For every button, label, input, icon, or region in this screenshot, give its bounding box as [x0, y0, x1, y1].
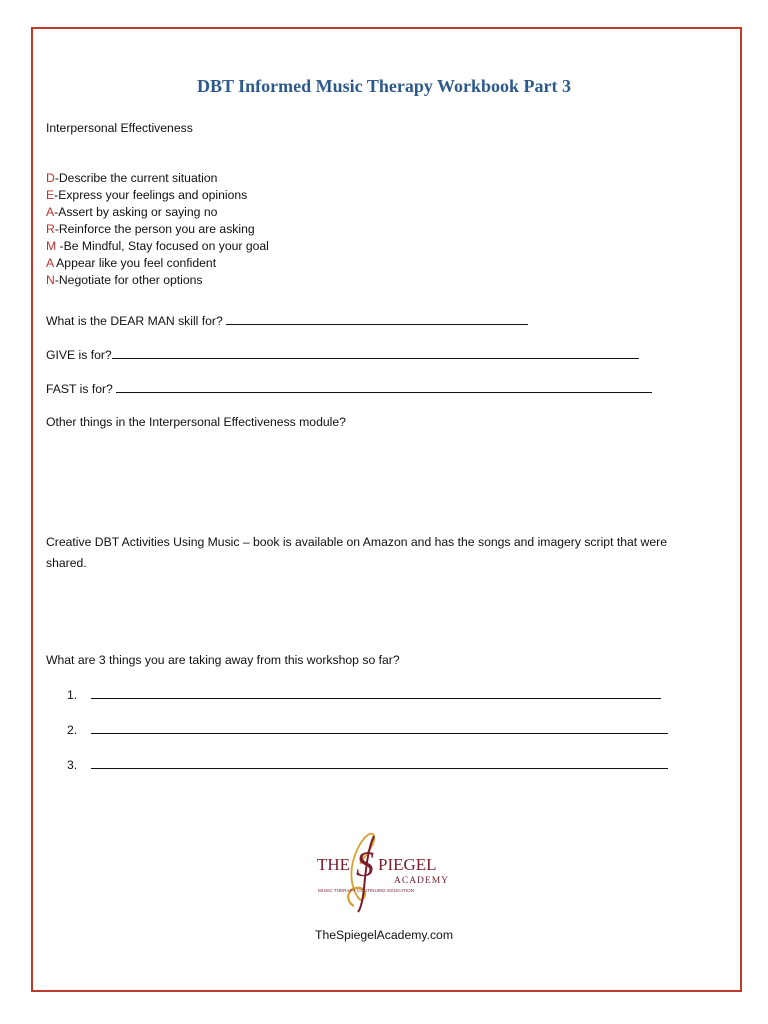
list-item: [46, 221, 269, 238]
book-note-line: shared.: [46, 556, 87, 570]
dear-man-letter: M: [46, 239, 57, 253]
dear-man-letter: D: [46, 171, 55, 185]
question-other: Other things in the Interpersonal Effectiveness module?: [46, 415, 346, 429]
question-label: FAST is for?: [46, 382, 117, 396]
spiegel-academy-logo: [316, 828, 452, 914]
list-item: [46, 272, 269, 289]
answer-line[interactable]: [91, 755, 668, 769]
question-give: [46, 345, 639, 364]
dear-man-letter: A: [46, 256, 54, 270]
list-item: [46, 187, 269, 204]
dear-man-letter: R: [46, 222, 55, 236]
dear-man-text: Appear like you feel confident: [53, 256, 217, 270]
logo-s: S: [356, 844, 374, 884]
list-item: [46, 238, 269, 255]
website-link[interactable]: TheSpiegelAcademy.com: [315, 928, 453, 942]
dear-man-list: [46, 170, 269, 289]
dear-man-letter: N: [46, 273, 55, 287]
book-note-line: Creative DBT Activities Using Music – book is available on Amazon and has the songs and imagery script that were: [46, 535, 667, 549]
logo-the: THE: [317, 855, 351, 874]
question-label: GIVE is for?: [46, 348, 112, 362]
list-item: [46, 204, 269, 221]
dear-man-letter: E: [46, 188, 55, 202]
logo-tagline: MUSIC THERAPY CONTINUING EDUCATION: [318, 888, 414, 893]
takeaway-question: What are 3 things you are taking away from this workshop so far?: [46, 653, 400, 667]
answer-line[interactable]: [226, 311, 528, 325]
takeaway-number: 1.: [67, 688, 78, 702]
takeaway-item: [67, 720, 668, 739]
answer-line[interactable]: [91, 685, 661, 699]
list-item: [46, 170, 269, 187]
treble-clef-logo-icon: [316, 828, 452, 914]
logo-academy: ACADEMY: [394, 876, 450, 886]
takeaway-item: [67, 685, 661, 704]
answer-line[interactable]: [112, 345, 639, 359]
dear-man-text: -Express your feelings and opinions: [54, 188, 248, 202]
dear-man-letter: A: [46, 205, 55, 219]
answer-line[interactable]: [116, 379, 652, 393]
list-item: [46, 255, 269, 272]
book-note: [46, 532, 667, 574]
question-fast: [46, 379, 652, 398]
takeaway-number: 2.: [67, 723, 78, 737]
takeaway-item: [67, 755, 668, 774]
dear-man-text: -Reinforce the person you are asking: [54, 222, 255, 236]
answer-line[interactable]: [91, 720, 668, 734]
dear-man-text: -Be Mindful, Stay focused on your goal: [56, 239, 269, 253]
logo-piegel: PIEGEL: [378, 855, 437, 874]
question-label: What is the DEAR MAN skill for?: [46, 314, 227, 328]
dear-man-text: -Describe the current situation: [54, 171, 218, 185]
dear-man-text: -Negotiate for other options: [54, 273, 203, 287]
dear-man-text: -Assert by asking or saying no: [54, 205, 218, 219]
page-title: DBT Informed Music Therapy Workbook Part 3: [196, 76, 572, 96]
takeaway-number: 3.: [67, 758, 78, 772]
question-dear-man: [46, 311, 528, 330]
section-heading: Interpersonal Effectiveness: [46, 121, 193, 135]
